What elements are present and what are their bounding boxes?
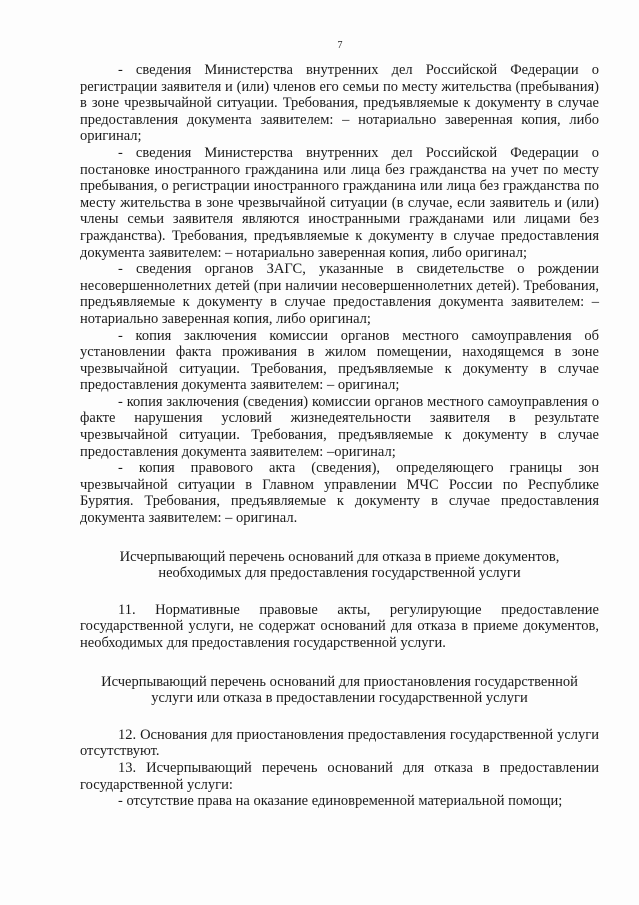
section-heading-refusal-reception: Исчерпывающий перечень оснований для отказа в приеме документов, необходимых для предоставления государственной услуги <box>119 548 560 582</box>
clause-11: 11. Нормативные правовые акты, регулирующие предоставление государственной услуги, не содержат оснований для отказа в приеме документов, необходимых для предоставления государственной услуги. <box>80 601 599 651</box>
list-item-emergency-zone-act: - копия правового акта (сведения), определяющего границы зон чрезвычайной ситуации в Главном управлении МЧС России по Республике Бурятия. Требования, предъявляемые к документу в случае предоставления документа заявителем: – оригинал. <box>80 460 599 527</box>
clause-13: 13. Исчерпывающий перечень оснований для отказа в предоставлении государственной услуги: <box>80 759 599 793</box>
page-number: 7 <box>337 40 343 51</box>
list-item-zags-birth: - сведения органов ЗАГС, указанные в свидетельстве о рождении несовершеннолетних детей (при наличии несовершеннолетних детей). Требования, предъявляемые к документу в случае предоставления документа заявителем: – нотариально заверенная копия, либо оригинал; <box>80 261 599 327</box>
section-heading-suspension: Исчерпывающий перечень оснований для приостановления государственной услуги или отказа в предоставлении государственной услуги <box>101 673 578 707</box>
document-body <box>80 62 599 810</box>
list-item-mvd-registration: - сведения Министерства внутренних дел Российской Федерации о регистрации заявителя и (или) членов его семьи по месту жительства (пребывания) в зоне чрезвычайной ситуации. Требования, предъявляемые к документу в случае предоставления документа заявителем: – нотариально заверенная копия, либо оригинал; <box>80 62 599 145</box>
clause-12: 12. Основания для приостановления предоставления государственной услуги отсутствуют. <box>80 726 599 760</box>
list-item-mvd-foreign-citizen: - сведения Министерства внутренних дел Российской Федерации о постановке иностранного гражданина или лица без гражданства на учет по месту пребывания, о регистрации иностранного гражданина или лица без гражданства по месту жительства в зоне чрезвычайной ситуации (в случае, если заявитель и (или) члены семьи заявителя являются иностранными гражданами или лицами без гражданства). Требования, предъявляемые к документу в случае предоставления документа заявителем: – нотариально заверенная копия, либо оригинал; <box>80 144 599 261</box>
list-item-residence-fact: - копия заключения комиссии органов местного самоуправления об установлении факта проживания в жилом помещении, находящемся в зоне чрезвычайной ситуации. Требования, предъявляемые к документу в случае предоставления документа заявителем: – оригинал; <box>80 327 599 394</box>
list-item-living-conditions: - копия заключения (сведения) комиссии органов местного самоуправления о факте нарушения условий жизнедеятельности заявителя в результате чрезвычайной ситуации. Требования, предъявляемые к документу в случае предоставления документа заявителем: –оригинал; <box>80 393 599 460</box>
clause-13-item-no-right: - отсутствие права на оказание единовременной материальной помощи; <box>118 793 563 810</box>
